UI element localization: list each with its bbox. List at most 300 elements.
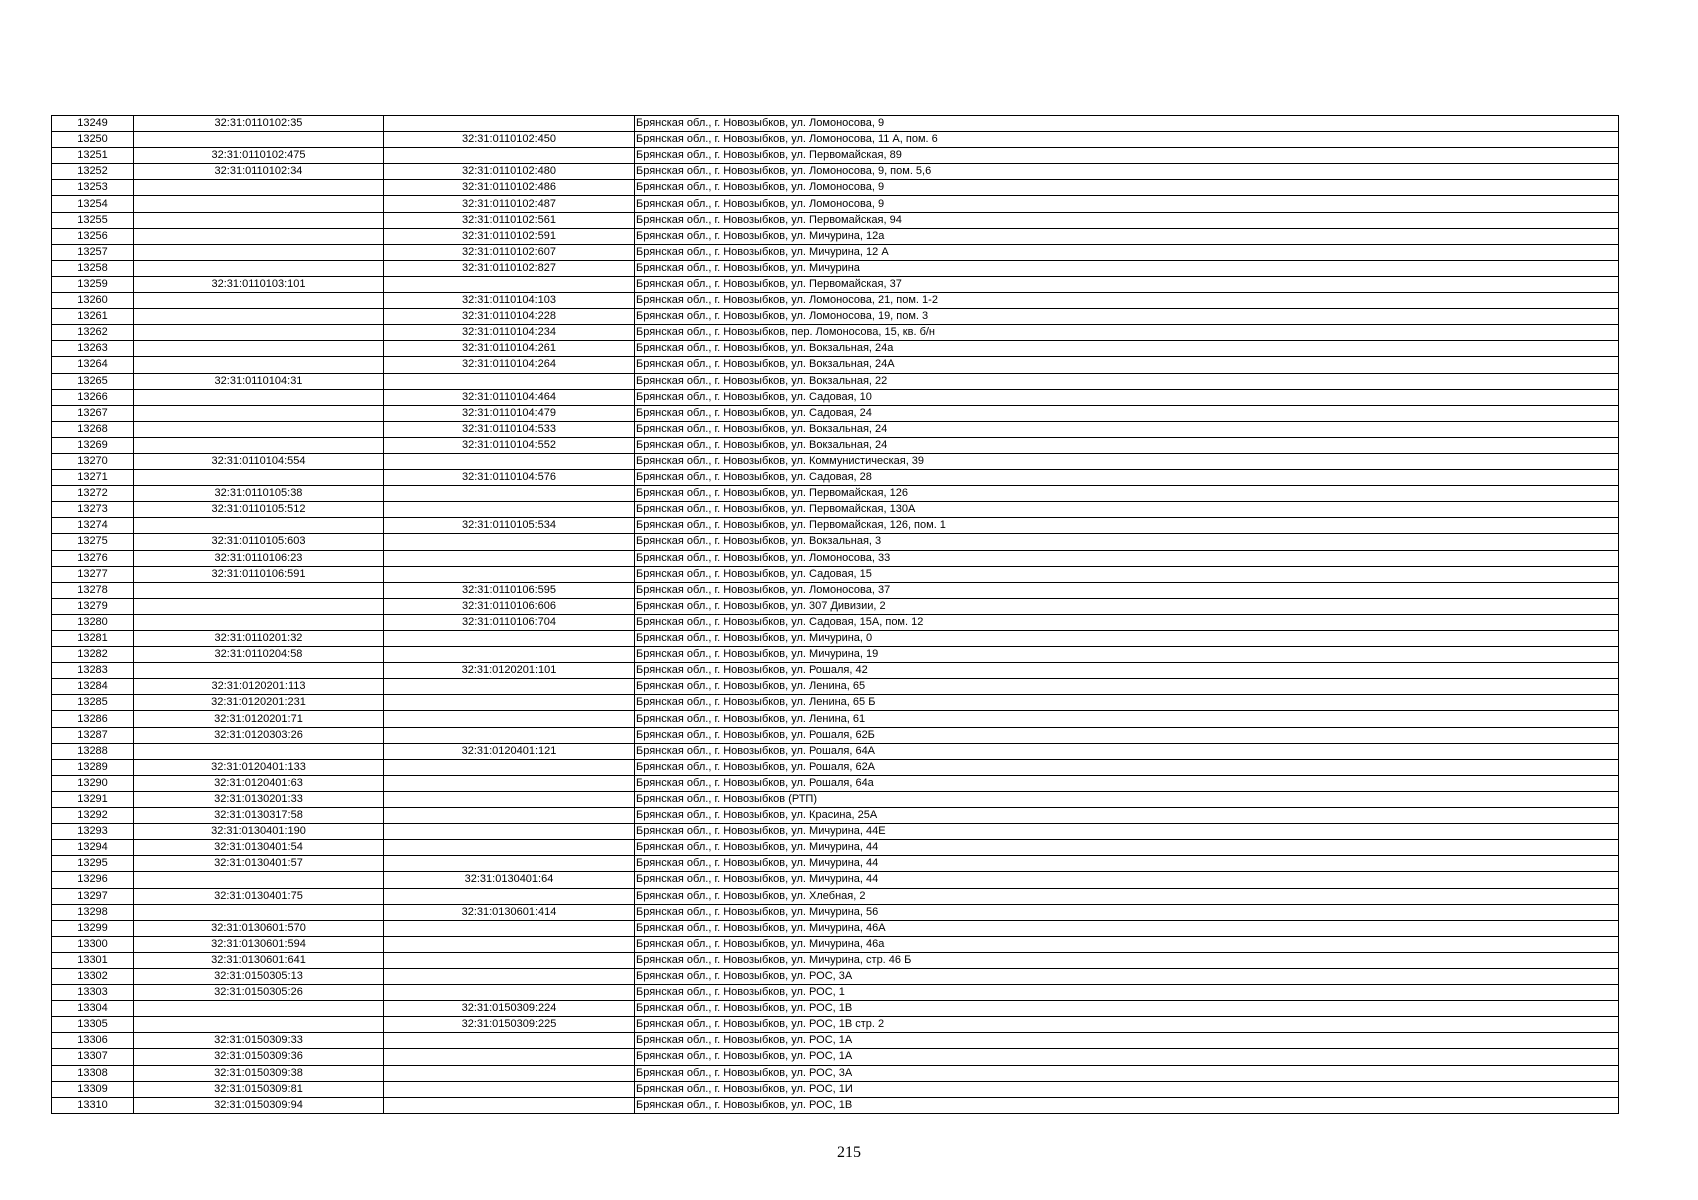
address-cell: Брянская обл., г. Новозыбков, ул. Мичурина, 46А xyxy=(635,920,1619,936)
table-row xyxy=(52,470,1619,486)
table-row xyxy=(52,180,1619,196)
related-cadastral-number-cell xyxy=(384,550,635,566)
address-cell: Брянская обл., г. Новозыбков, ул. Мичурина, 12а xyxy=(635,228,1619,244)
address-cell: Брянская обл., г. Новозыбков, ул. РОС, 1А xyxy=(635,1033,1619,1049)
table-row xyxy=(52,711,1619,727)
table-row xyxy=(52,1049,1619,1065)
table-row xyxy=(52,1065,1619,1081)
related-cadastral-number-cell xyxy=(384,695,635,711)
related-cadastral-number-cell: 32:31:0110104:552 xyxy=(384,437,635,453)
related-cadastral-number-cell: 32:31:0110102:450 xyxy=(384,132,635,148)
related-cadastral-number-cell xyxy=(384,888,635,904)
row-number-cell: 13306 xyxy=(52,1033,134,1049)
cadastral-number-cell xyxy=(134,260,384,276)
address-cell: Брянская обл., г. Новозыбков, ул. Ломоносова, 21, пом. 1-2 xyxy=(635,293,1619,309)
address-cell: Брянская обл., г. Новозыбков, ул. Ленина, 65 xyxy=(635,679,1619,695)
address-cell: Брянская обл., г. Новозыбков, ул. Вокзальная, 22 xyxy=(635,373,1619,389)
cadastral-number-cell xyxy=(134,341,384,357)
address-cell: Брянская обл., г. Новозыбков, ул. Ломоносова, 19, пом. 3 xyxy=(635,309,1619,325)
cadastral-number-cell: 32:31:0150309:36 xyxy=(134,1049,384,1065)
related-cadastral-number-cell: 32:31:0110104:103 xyxy=(384,293,635,309)
table-row xyxy=(52,550,1619,566)
table-row xyxy=(52,357,1619,373)
cadastral-number-cell xyxy=(134,582,384,598)
cadastral-number-cell: 32:31:0130601:594 xyxy=(134,936,384,952)
related-cadastral-number-cell xyxy=(384,566,635,582)
related-cadastral-number-cell: 32:31:0110106:704 xyxy=(384,614,635,630)
table-row xyxy=(52,1001,1619,1017)
related-cadastral-number-cell: 32:31:0110104:264 xyxy=(384,357,635,373)
row-number-cell: 13296 xyxy=(52,872,134,888)
cadastral-number-cell: 32:31:0130401:54 xyxy=(134,840,384,856)
related-cadastral-number-cell: 32:31:0130601:414 xyxy=(384,904,635,920)
table-row xyxy=(52,663,1619,679)
address-cell: Брянская обл., г. Новозыбков, ул. Мичурина, стр. 46 Б xyxy=(635,952,1619,968)
table-row xyxy=(52,679,1619,695)
related-cadastral-number-cell xyxy=(384,1081,635,1097)
related-cadastral-number-cell xyxy=(384,534,635,550)
cadastral-number-cell: 32:31:0120201:113 xyxy=(134,679,384,695)
related-cadastral-number-cell xyxy=(384,936,635,952)
related-cadastral-number-cell: 32:31:0110104:479 xyxy=(384,405,635,421)
cadastral-number-cell: 32:31:0110105:603 xyxy=(134,534,384,550)
row-number-cell: 13305 xyxy=(52,1017,134,1033)
cadastral-number-cell xyxy=(134,132,384,148)
row-number-cell: 13250 xyxy=(52,132,134,148)
table-row xyxy=(52,840,1619,856)
cadastral-number-cell: 32:31:0150309:33 xyxy=(134,1033,384,1049)
related-cadastral-number-cell: 32:31:0110102:827 xyxy=(384,260,635,276)
row-number-cell: 13294 xyxy=(52,840,134,856)
address-cell: Брянская обл., г. Новозыбков, ул. Мичурина, 56 xyxy=(635,904,1619,920)
row-number-cell: 13303 xyxy=(52,985,134,1001)
row-number-cell: 13249 xyxy=(52,116,134,132)
address-cell: Брянская обл., г. Новозыбков, ул. Первомайская, 37 xyxy=(635,276,1619,292)
address-cell: Брянская обл., г. Новозыбков, ул. Ломоносова, 11 А, пом. 6 xyxy=(635,132,1619,148)
address-cell: Брянская обл., г. Новозыбков, ул. Вокзальная, 24а xyxy=(635,341,1619,357)
cadastral-number-cell xyxy=(134,663,384,679)
related-cadastral-number-cell xyxy=(384,985,635,1001)
related-cadastral-number-cell: 32:31:0150309:225 xyxy=(384,1017,635,1033)
row-number-cell: 13251 xyxy=(52,148,134,164)
row-number-cell: 13266 xyxy=(52,389,134,405)
table-row xyxy=(52,293,1619,309)
related-cadastral-number-cell: 32:31:0110102:607 xyxy=(384,244,635,260)
cadastral-number-cell: 32:31:0110103:101 xyxy=(134,276,384,292)
address-cell: Брянская обл., г. Новозыбков, ул. Садовая, 10 xyxy=(635,389,1619,405)
row-number-cell: 13263 xyxy=(52,341,134,357)
related-cadastral-number-cell xyxy=(384,116,635,132)
table-row xyxy=(52,727,1619,743)
table-row xyxy=(52,582,1619,598)
related-cadastral-number-cell xyxy=(384,840,635,856)
row-number-cell: 13256 xyxy=(52,228,134,244)
cadastral-table xyxy=(51,115,1619,1114)
cadastral-number-cell xyxy=(134,904,384,920)
table-row xyxy=(52,647,1619,663)
cadastral-number-cell: 32:31:0130401:57 xyxy=(134,856,384,872)
cadastral-number-cell: 32:31:0110102:475 xyxy=(134,148,384,164)
address-cell: Брянская обл., г. Новозыбков, ул. Мичурина, 12 А xyxy=(635,244,1619,260)
table-row xyxy=(52,566,1619,582)
table-row xyxy=(52,808,1619,824)
row-number-cell: 13274 xyxy=(52,518,134,534)
related-cadastral-number-cell: 32:31:0130401:64 xyxy=(384,872,635,888)
row-number-cell: 13270 xyxy=(52,453,134,469)
cadastral-number-cell: 32:31:0110105:512 xyxy=(134,502,384,518)
address-cell: Брянская обл., г. Новозыбков, ул. Первомайская, 126 xyxy=(635,486,1619,502)
table-row xyxy=(52,116,1619,132)
table-row xyxy=(52,405,1619,421)
cadastral-number-cell xyxy=(134,1001,384,1017)
row-number-cell: 13261 xyxy=(52,309,134,325)
table-row xyxy=(52,212,1619,228)
related-cadastral-number-cell: 32:31:0110104:261 xyxy=(384,341,635,357)
cadastral-number-cell: 32:31:0130201:33 xyxy=(134,791,384,807)
row-number-cell: 13307 xyxy=(52,1049,134,1065)
related-cadastral-number-cell: 32:31:0110102:486 xyxy=(384,180,635,196)
cadastral-number-cell xyxy=(134,872,384,888)
related-cadastral-number-cell: 32:31:0110106:606 xyxy=(384,598,635,614)
table-row xyxy=(52,421,1619,437)
address-cell: Брянская обл., г. Новозыбков, ул. Рошаля, 64а xyxy=(635,775,1619,791)
address-cell: Брянская обл., г. Новозыбков, ул. РОС, 1И xyxy=(635,1081,1619,1097)
table-row xyxy=(52,1081,1619,1097)
address-cell: Брянская обл., г. Новозыбков, ул. Рошаля, 62Б xyxy=(635,727,1619,743)
cadastral-number-cell xyxy=(134,389,384,405)
address-cell: Брянская обл., г. Новозыбков, ул. Первомайская, 126, пом. 1 xyxy=(635,518,1619,534)
cadastral-number-cell xyxy=(134,405,384,421)
table-row xyxy=(52,920,1619,936)
address-cell: Брянская обл., г. Новозыбков, ул. РОС, 3А xyxy=(635,1065,1619,1081)
cadastral-number-cell: 32:31:0130317:58 xyxy=(134,808,384,824)
address-cell: Брянская обл., г. Новозыбков, ул. Садовая, 15А, пом. 12 xyxy=(635,614,1619,630)
row-number-cell: 13301 xyxy=(52,952,134,968)
row-number-cell: 13309 xyxy=(52,1081,134,1097)
address-cell: Брянская обл., г. Новозыбков, ул. Мичурина xyxy=(635,260,1619,276)
cadastral-number-cell xyxy=(134,212,384,228)
row-number-cell: 13276 xyxy=(52,550,134,566)
address-cell: Брянская обл., г. Новозыбков, ул. Ломоносова, 9 xyxy=(635,180,1619,196)
row-number-cell: 13253 xyxy=(52,180,134,196)
row-number-cell: 13289 xyxy=(52,759,134,775)
table-row xyxy=(52,985,1619,1001)
address-cell: Брянская обл., г. Новозыбков, ул. Ломоносова, 9 xyxy=(635,116,1619,132)
row-number-cell: 13282 xyxy=(52,647,134,663)
page-number: 215 xyxy=(837,1144,861,1161)
cadastral-number-cell: 32:31:0150305:26 xyxy=(134,985,384,1001)
row-number-cell: 13254 xyxy=(52,196,134,212)
related-cadastral-number-cell xyxy=(384,502,635,518)
cadastral-number-cell xyxy=(134,196,384,212)
related-cadastral-number-cell xyxy=(384,486,635,502)
row-number-cell: 13291 xyxy=(52,791,134,807)
related-cadastral-number-cell: 32:31:0110104:228 xyxy=(384,309,635,325)
cadastral-number-cell xyxy=(134,309,384,325)
cadastral-number-cell: 32:31:0150309:81 xyxy=(134,1081,384,1097)
cadastral-number-cell xyxy=(134,437,384,453)
table-row xyxy=(52,228,1619,244)
related-cadastral-number-cell: 32:31:0110102:487 xyxy=(384,196,635,212)
address-cell: Брянская обл., г. Новозыбков, ул. Садовая, 28 xyxy=(635,470,1619,486)
cadastral-number-cell: 32:31:0110104:31 xyxy=(134,373,384,389)
address-cell: Брянская обл., г. Новозыбков, ул. Мичурина, 44 xyxy=(635,840,1619,856)
cadastral-number-cell xyxy=(134,1017,384,1033)
address-cell: Брянская обл., г. Новозыбков, ул. Ленина, 61 xyxy=(635,711,1619,727)
cadastral-number-cell: 32:31:0110201:32 xyxy=(134,631,384,647)
cadastral-number-cell: 32:31:0150305:13 xyxy=(134,968,384,984)
table-row xyxy=(52,824,1619,840)
table-row xyxy=(52,164,1619,180)
related-cadastral-number-cell xyxy=(384,791,635,807)
address-cell: Брянская обл., г. Новозыбков, ул. Мичурина, 19 xyxy=(635,647,1619,663)
address-cell: Брянская обл., г. Новозыбков, ул. Садовая, 15 xyxy=(635,566,1619,582)
table-row xyxy=(52,276,1619,292)
cadastral-number-cell: 32:31:0120201:231 xyxy=(134,695,384,711)
cadastral-number-cell xyxy=(134,518,384,534)
related-cadastral-number-cell xyxy=(384,759,635,775)
row-number-cell: 13257 xyxy=(52,244,134,260)
table-row xyxy=(52,309,1619,325)
row-number-cell: 13286 xyxy=(52,711,134,727)
address-cell: Брянская обл., г. Новозыбков, ул. Первомайская, 89 xyxy=(635,148,1619,164)
table-row xyxy=(52,695,1619,711)
related-cadastral-number-cell xyxy=(384,856,635,872)
address-cell: Брянская обл., г. Новозыбков, ул. РОС, 1В стр. 2 xyxy=(635,1017,1619,1033)
row-number-cell: 13287 xyxy=(52,727,134,743)
cadastral-number-cell xyxy=(134,228,384,244)
address-cell: Брянская обл., г. Новозыбков, ул. Рошаля, 42 xyxy=(635,663,1619,679)
row-number-cell: 13285 xyxy=(52,695,134,711)
row-number-cell: 13280 xyxy=(52,614,134,630)
related-cadastral-number-cell xyxy=(384,1033,635,1049)
address-cell: Брянская обл., г. Новозыбков, ул. Мичурина, 46а xyxy=(635,936,1619,952)
row-number-cell: 13297 xyxy=(52,888,134,904)
related-cadastral-number-cell: 32:31:0110105:534 xyxy=(384,518,635,534)
table-row xyxy=(52,437,1619,453)
row-number-cell: 13265 xyxy=(52,373,134,389)
table-row xyxy=(52,534,1619,550)
table-row xyxy=(52,132,1619,148)
related-cadastral-number-cell xyxy=(384,775,635,791)
address-cell: Брянская обл., г. Новозыбков, ул. Первомайская, 94 xyxy=(635,212,1619,228)
related-cadastral-number-cell xyxy=(384,952,635,968)
address-cell: Брянская обл., г. Новозыбков, ул. 307 Дивизии, 2 xyxy=(635,598,1619,614)
row-number-cell: 13304 xyxy=(52,1001,134,1017)
cadastral-number-cell xyxy=(134,357,384,373)
table-row xyxy=(52,389,1619,405)
address-cell: Брянская обл., г. Новозыбков, ул. Вокзальная, 24 xyxy=(635,437,1619,453)
table-row xyxy=(52,148,1619,164)
table-row xyxy=(52,486,1619,502)
related-cadastral-number-cell: 32:31:0110102:561 xyxy=(384,212,635,228)
related-cadastral-number-cell: 32:31:0110104:576 xyxy=(384,470,635,486)
table-row xyxy=(52,952,1619,968)
cadastral-number-cell xyxy=(134,421,384,437)
address-cell: Брянская обл., г. Новозыбков, ул. РОС, 1В xyxy=(635,1001,1619,1017)
cadastral-number-cell: 32:31:0130401:75 xyxy=(134,888,384,904)
table-row xyxy=(52,598,1619,614)
row-number-cell: 13298 xyxy=(52,904,134,920)
row-number-cell: 13260 xyxy=(52,293,134,309)
table-body xyxy=(52,116,1619,1114)
related-cadastral-number-cell: 32:31:0150309:224 xyxy=(384,1001,635,1017)
related-cadastral-number-cell xyxy=(384,920,635,936)
related-cadastral-number-cell xyxy=(384,1097,635,1113)
table-row xyxy=(52,1017,1619,1033)
cadastral-number-cell: 32:31:0110204:58 xyxy=(134,647,384,663)
cadastral-number-cell xyxy=(134,614,384,630)
row-number-cell: 13284 xyxy=(52,679,134,695)
table-row xyxy=(52,1033,1619,1049)
row-number-cell: 13272 xyxy=(52,486,134,502)
table-row xyxy=(52,968,1619,984)
related-cadastral-number-cell: 32:31:0110106:595 xyxy=(384,582,635,598)
related-cadastral-number-cell xyxy=(384,711,635,727)
related-cadastral-number-cell xyxy=(384,148,635,164)
address-cell: Брянская обл., г. Новозыбков, ул. Хлебная, 2 xyxy=(635,888,1619,904)
address-cell: Брянская обл., г. Новозыбков, ул. РОС, 1В xyxy=(635,1097,1619,1113)
table-row xyxy=(52,888,1619,904)
related-cadastral-number-cell xyxy=(384,727,635,743)
row-number-cell: 13308 xyxy=(52,1065,134,1081)
row-number-cell: 13262 xyxy=(52,325,134,341)
row-number-cell: 13278 xyxy=(52,582,134,598)
row-number-cell: 13255 xyxy=(52,212,134,228)
table-row xyxy=(52,872,1619,888)
address-cell: Брянская обл., г. Новозыбков, ул. Красина, 25А xyxy=(635,808,1619,824)
row-number-cell: 13275 xyxy=(52,534,134,550)
row-number-cell: 13299 xyxy=(52,920,134,936)
table-row xyxy=(52,1097,1619,1113)
address-cell: Брянская обл., г. Новозыбков, ул. РОС, 1А xyxy=(635,1049,1619,1065)
address-cell: Брянская обл., г. Новозыбков, ул. Ломоносова, 33 xyxy=(635,550,1619,566)
table-row xyxy=(52,791,1619,807)
address-cell: Брянская обл., г. Новозыбков, ул. Мичурина, 44 xyxy=(635,872,1619,888)
table-row xyxy=(52,856,1619,872)
address-cell: Брянская обл., г. Новозыбков, ул. Мичурина, 44Е xyxy=(635,824,1619,840)
row-number-cell: 13290 xyxy=(52,775,134,791)
related-cadastral-number-cell xyxy=(384,373,635,389)
related-cadastral-number-cell xyxy=(384,679,635,695)
cadastral-number-cell: 32:31:0110106:23 xyxy=(134,550,384,566)
table-row xyxy=(52,244,1619,260)
address-cell: Брянская обл., г. Новозыбков, пер. Ломоносова, 15, кв. б/н xyxy=(635,325,1619,341)
address-cell: Брянская обл., г. Новозыбков, ул. Ломоносова, 37 xyxy=(635,582,1619,598)
address-cell: Брянская обл., г. Новозыбков, ул. Вокзальная, 24А xyxy=(635,357,1619,373)
table-row xyxy=(52,502,1619,518)
row-number-cell: 13283 xyxy=(52,663,134,679)
related-cadastral-number-cell xyxy=(384,647,635,663)
cadastral-number-cell xyxy=(134,325,384,341)
row-number-cell: 13267 xyxy=(52,405,134,421)
related-cadastral-number-cell: 32:31:0120401:121 xyxy=(384,743,635,759)
address-cell: Брянская обл., г. Новозыбков, ул. Мичурина, 0 xyxy=(635,631,1619,647)
table-row xyxy=(52,518,1619,534)
related-cadastral-number-cell: 32:31:0110102:480 xyxy=(384,164,635,180)
cadastral-number-cell: 32:31:0120401:133 xyxy=(134,759,384,775)
row-number-cell: 13258 xyxy=(52,260,134,276)
address-cell: Брянская обл., г. Новозыбков, ул. Рошаля, 62А xyxy=(635,759,1619,775)
address-cell: Брянская обл., г. Новозыбков, ул. Ломоносова, 9, пом. 5,6 xyxy=(635,164,1619,180)
cadastral-number-cell xyxy=(134,293,384,309)
table-row xyxy=(52,341,1619,357)
row-number-cell: 13252 xyxy=(52,164,134,180)
table-row xyxy=(52,759,1619,775)
cadastral-number-cell: 32:31:0110105:38 xyxy=(134,486,384,502)
table-row xyxy=(52,614,1619,630)
row-number-cell: 13273 xyxy=(52,502,134,518)
row-number-cell: 13293 xyxy=(52,824,134,840)
row-number-cell: 13277 xyxy=(52,566,134,582)
row-number-cell: 13279 xyxy=(52,598,134,614)
table-row xyxy=(52,453,1619,469)
cadastral-number-cell: 32:31:0120401:63 xyxy=(134,775,384,791)
cadastral-number-cell: 32:31:0150309:38 xyxy=(134,1065,384,1081)
table-row xyxy=(52,260,1619,276)
related-cadastral-number-cell xyxy=(384,276,635,292)
address-cell: Брянская обл., г. Новозыбков (РТП) xyxy=(635,791,1619,807)
table-row xyxy=(52,775,1619,791)
table-row xyxy=(52,936,1619,952)
cadastral-number-cell xyxy=(134,598,384,614)
cadastral-number-cell: 32:31:0110102:35 xyxy=(134,116,384,132)
related-cadastral-number-cell: 32:31:0110102:591 xyxy=(384,228,635,244)
related-cadastral-number-cell: 32:31:0110104:464 xyxy=(384,389,635,405)
related-cadastral-number-cell xyxy=(384,824,635,840)
cadastral-number-cell: 32:31:0120201:71 xyxy=(134,711,384,727)
address-cell: Брянская обл., г. Новозыбков, ул. РОС, 1 xyxy=(635,985,1619,1001)
table-row xyxy=(52,904,1619,920)
address-cell: Брянская обл., г. Новозыбков, ул. Садовая, 24 xyxy=(635,405,1619,421)
row-number-cell: 13302 xyxy=(52,968,134,984)
cadastral-number-cell: 32:31:0150309:94 xyxy=(134,1097,384,1113)
cadastral-number-cell: 32:31:0110104:554 xyxy=(134,453,384,469)
cadastral-number-cell: 32:31:0110106:591 xyxy=(134,566,384,582)
row-number-cell: 13271 xyxy=(52,470,134,486)
related-cadastral-number-cell: 32:31:0110104:234 xyxy=(384,325,635,341)
related-cadastral-number-cell xyxy=(384,631,635,647)
address-cell: Брянская обл., г. Новозыбков, ул. Вокзальная, 24 xyxy=(635,421,1619,437)
address-cell: Брянская обл., г. Новозыбков, ул. Мичурина, 44 xyxy=(635,856,1619,872)
row-number-cell: 13259 xyxy=(52,276,134,292)
address-cell: Брянская обл., г. Новозыбков, ул. Ленина, 65 Б xyxy=(635,695,1619,711)
related-cadastral-number-cell xyxy=(384,1049,635,1065)
table-row xyxy=(52,325,1619,341)
row-number-cell: 13264 xyxy=(52,357,134,373)
row-number-cell: 13268 xyxy=(52,421,134,437)
related-cadastral-number-cell: 32:31:0110104:533 xyxy=(384,421,635,437)
row-number-cell: 13269 xyxy=(52,437,134,453)
table-row xyxy=(52,631,1619,647)
cadastral-number-cell: 32:31:0130401:190 xyxy=(134,824,384,840)
row-number-cell: 13288 xyxy=(52,743,134,759)
table-row xyxy=(52,743,1619,759)
cadastral-number-cell: 32:31:0120303:26 xyxy=(134,727,384,743)
row-number-cell: 13295 xyxy=(52,856,134,872)
cadastral-number-cell xyxy=(134,743,384,759)
address-cell: Брянская обл., г. Новозыбков, ул. Первомайская, 130А xyxy=(635,502,1619,518)
address-cell: Брянская обл., г. Новозыбков, ул. Вокзальная, 3 xyxy=(635,534,1619,550)
row-number-cell: 13310 xyxy=(52,1097,134,1113)
related-cadastral-number-cell: 32:31:0120201:101 xyxy=(384,663,635,679)
related-cadastral-number-cell xyxy=(384,968,635,984)
cadastral-number-cell xyxy=(134,470,384,486)
row-number-cell: 13292 xyxy=(52,808,134,824)
cadastral-number-cell: 32:31:0110102:34 xyxy=(134,164,384,180)
related-cadastral-number-cell xyxy=(384,1065,635,1081)
cadastral-number-cell xyxy=(134,180,384,196)
